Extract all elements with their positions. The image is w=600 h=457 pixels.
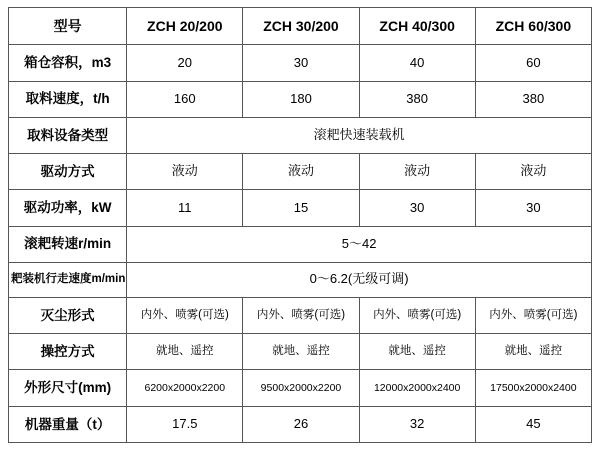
cell-value: 60 (475, 45, 591, 81)
cell-value: 26 (243, 406, 359, 442)
table-body (9, 8, 592, 443)
row-label: 取料速度，t/h (9, 81, 127, 117)
cell-value: 15 (243, 190, 359, 226)
table-row (9, 297, 592, 333)
cell-value: 380 (475, 81, 591, 117)
cell-value: 160 (127, 81, 243, 117)
cell-value: 6200x2000x2200 (127, 370, 243, 406)
row-label: 灭尘形式 (9, 297, 127, 333)
cell-value: 液动 (127, 154, 243, 190)
row-label: 操控方式 (9, 334, 127, 370)
row-label: 箱仓容积，m3 (9, 45, 127, 81)
table-row (9, 190, 592, 226)
cell-value-merged: 5～42 (127, 226, 592, 262)
table-row (9, 81, 592, 117)
cell-value: 17500x2000x2400 (475, 370, 591, 406)
table-row (9, 334, 592, 370)
cell-value: 就地、遥控 (475, 334, 591, 370)
cell-value: 30 (475, 190, 591, 226)
cell-value-merged: 滚耙快速装载机 (127, 117, 592, 153)
cell-value: 20 (127, 45, 243, 81)
row-label: 机器重量（t） (9, 406, 127, 442)
column-header-model: 型号 (9, 8, 127, 45)
table-row (9, 45, 592, 81)
cell-value: 380 (359, 81, 475, 117)
cell-value: 32 (359, 406, 475, 442)
cell-value: 45 (475, 406, 591, 442)
row-label: 滚耙转速r/min (9, 226, 127, 262)
column-header-zch60: ZCH 60/300 (475, 8, 591, 45)
row-label: 外形尺寸(mm) (9, 370, 127, 406)
cell-value: 就地、遥控 (127, 334, 243, 370)
row-label: 驱动功率，kW (9, 190, 127, 226)
column-header-zch30: ZCH 30/200 (243, 8, 359, 45)
table-row (9, 226, 592, 262)
table-row (9, 262, 592, 297)
column-header-zch40: ZCH 40/300 (359, 8, 475, 45)
cell-value: 30 (243, 45, 359, 81)
table-header-row (9, 8, 592, 45)
cell-value: 17.5 (127, 406, 243, 442)
cell-value: 30 (359, 190, 475, 226)
column-header-zch20: ZCH 20/200 (127, 8, 243, 45)
cell-value: 内外、喷雾(可选) (243, 297, 359, 333)
cell-value: 就地、遥控 (243, 334, 359, 370)
cell-value-merged: 0～6.2(无级可调) (127, 262, 592, 297)
cell-value: 内外、喷雾(可选) (475, 297, 591, 333)
table-row (9, 154, 592, 190)
row-label: 驱动方式 (9, 154, 127, 190)
row-label: 取料设备类型 (9, 117, 127, 153)
cell-value: 9500x2000x2200 (243, 370, 359, 406)
cell-value: 液动 (475, 154, 591, 190)
cell-value: 12000x2000x2400 (359, 370, 475, 406)
cell-value: 就地、遥控 (359, 334, 475, 370)
cell-value: 180 (243, 81, 359, 117)
cell-value: 液动 (359, 154, 475, 190)
cell-value: 11 (127, 190, 243, 226)
cell-value: 内外、喷雾(可选) (359, 297, 475, 333)
table-row (9, 406, 592, 442)
specification-table (8, 7, 592, 443)
cell-value: 内外、喷雾(可选) (127, 297, 243, 333)
row-label: 耙装机行走速度m/min (9, 262, 127, 297)
cell-value: 液动 (243, 154, 359, 190)
table-row (9, 370, 592, 406)
cell-value: 40 (359, 45, 475, 81)
table-row (9, 117, 592, 153)
